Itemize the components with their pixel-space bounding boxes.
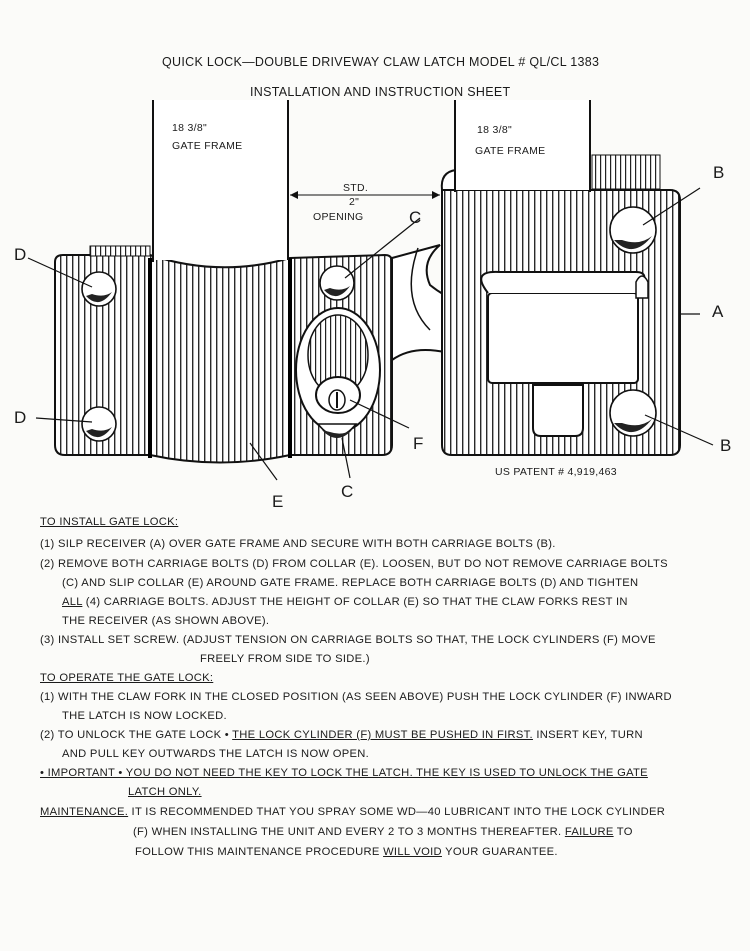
install-all-emphasis: ALL <box>62 596 83 608</box>
install-step-2-line-4: THE RECEIVER (AS SHOWN ABOVE). <box>62 615 270 627</box>
install-heading: TO INSTALL GATE LOCK: <box>40 516 179 528</box>
operate-step-2-emphasis: THE LOCK CYLINDER (F) MUST BE PUSHED IN FIRST. <box>232 729 533 741</box>
label-d-bottom: D <box>14 408 27 427</box>
bolt-c-top <box>320 266 354 300</box>
left-frame-size: 18 3/8" <box>172 122 208 134</box>
opening-size: 2" <box>349 196 360 208</box>
install-step-2-line-2: (C) AND SLIP COLLAR (E) AROUND GATE FRAME. REPLACE BOTH CARRIAGE BOLTS (D) AND TIGHTEN <box>62 577 639 589</box>
maintenance-line-1 <box>40 805 665 819</box>
right-frame-label: GATE FRAME <box>475 145 546 157</box>
will-void-emphasis: WILL VOID <box>383 846 442 858</box>
maintenance-line-3 <box>135 845 558 859</box>
install-step-2-line-3-rest: (4) CARRIAGE BOLTS. ADJUST THE HEIGHT OF COLLAR (E) SO THAT THE CLAW FORKS REST IN <box>82 596 628 608</box>
sheet-subtitle: INSTALLATION AND INSTRUCTION SHEET <box>250 85 511 99</box>
maintenance-text-2-post: TO <box>613 826 633 838</box>
opening-std: STD. <box>343 182 369 194</box>
install-step-1: (1) SILP RECEIVER (A) OVER GATE FRAME AND SECURE WITH BOTH CARRIAGE BOLTS (B). <box>40 538 556 550</box>
failure-emphasis: FAILURE <box>564 826 614 838</box>
operate-heading: TO OPERATE THE GATE LOCK: <box>40 672 214 684</box>
install-step-3-line-2: FREELY FROM SIDE TO SIDE.) <box>200 653 370 665</box>
label-c-top: C <box>409 208 422 227</box>
label-c-bottom: C <box>341 482 354 501</box>
operate-step-2-post: INSERT KEY, TURN <box>532 729 643 741</box>
patent-number: US PATENT # 4,919,463 <box>495 466 617 478</box>
maintenance-text-3-pre: FOLLOW THIS MAINTENANCE PROCEDURE <box>135 846 384 858</box>
lock-cylinder <box>296 308 380 432</box>
operate-step-2-line-2: AND PULL KEY OUTWARDS THE LATCH IS NOW OPEN. <box>62 748 370 760</box>
bolt-d-top <box>82 272 116 306</box>
operate-step-2-line-1 <box>40 728 643 742</box>
opening-label: OPENING <box>313 211 364 223</box>
install-step-2-line-1: (2) REMOVE BOTH CARRIAGE BOLTS (D) FROM COLLAR (E). LOOSEN, BUT DO NOT REMOVE CARRIAGE BOLTS <box>40 558 668 570</box>
maintenance-text-2-pre: (F) WHEN INSTALLING THE UNIT AND EVERY 2 TO 3 MONTHS THEREAFTER. <box>133 826 565 838</box>
operate-step-2-pre: (2) TO UNLOCK THE GATE LOCK • <box>40 729 233 741</box>
label-b-top: B <box>713 163 725 182</box>
label-a: A <box>712 302 724 321</box>
maintenance-label: MAINTENANCE. <box>40 806 129 818</box>
sheet-title: QUICK LOCK—DOUBLE DRIVEWAY CLAW LATCH MODEL # QL/CL 1383 <box>162 55 600 69</box>
label-f: F <box>413 434 424 453</box>
label-d-top: D <box>14 245 27 264</box>
right-frame-size: 18 3/8" <box>477 124 513 136</box>
operate-step-1-line-2: THE LATCH IS NOW LOCKED. <box>62 710 227 722</box>
label-e: E <box>272 492 284 511</box>
install-step-2-line-3 <box>62 595 628 609</box>
left-frame-label: GATE FRAME <box>172 140 243 152</box>
bolt-b-top <box>610 207 656 253</box>
bolt-b-bottom <box>610 390 656 436</box>
important-line-1: • IMPORTANT • YOU DO NOT NEED THE KEY TO LOCK THE LATCH. THE KEY IS USED TO UNLOCK THE GATE <box>40 767 648 779</box>
important-line-2: LATCH ONLY. <box>128 786 202 798</box>
install-step-3-line-1: (3) INSTALL SET SCREW. (ADJUST TENSION ON CARRIAGE BOLTS SO THAT, THE LOCK CYLINDERS (F) MOVE <box>40 634 656 646</box>
maintenance-text-3-post: YOUR GUARANTEE. <box>441 846 558 858</box>
label-b-bottom: B <box>720 436 732 455</box>
maintenance-line-2 <box>133 825 633 839</box>
bolt-d-bottom <box>82 407 116 441</box>
maintenance-text-1: IT IS RECOMMENDED THAT YOU SPRAY SOME WD—40 LUBRICANT INTO THE LOCK CYLINDER <box>128 806 666 818</box>
operate-step-1-line-1: (1) WITH THE CLAW FORK IN THE CLOSED POSITION (AS SEEN ABOVE) PUSH THE LOCK CYLINDER (F) INWARD <box>40 691 672 703</box>
